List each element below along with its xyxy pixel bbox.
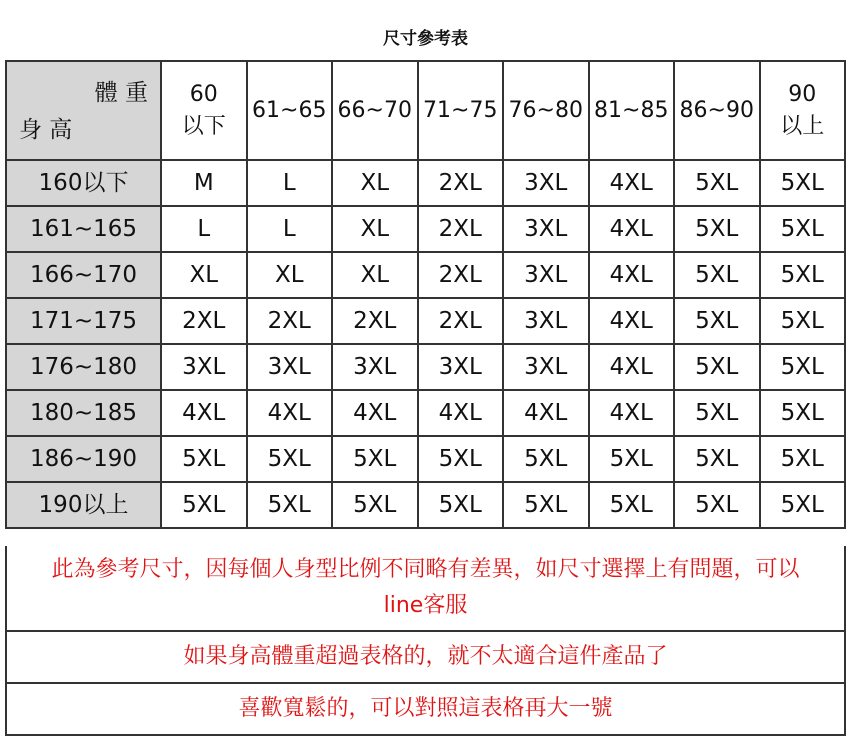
header-row [6,61,845,160]
weight-range-line2: 以上 [780,113,825,139]
size-cell: 5XL [247,482,333,528]
header-corner-cell [6,61,161,160]
size-cell: 4XL [589,206,675,252]
size-cell: 5XL [589,436,675,482]
height-row-header: 190以上 [6,482,161,528]
size-cell: L [161,206,247,252]
weight-column-header [674,61,760,160]
size-cell: 3XL [332,344,418,390]
size-chart-table [5,60,846,529]
height-axis-label: 身 高 [19,117,73,143]
size-cell: 3XL [503,252,589,298]
height-row-header: 186~190 [6,436,161,482]
size-cell: 5XL [161,482,247,528]
size-cell: XL [332,252,418,298]
page-title: 尺寸參考表 [383,29,468,49]
weight-column-header [589,61,675,160]
size-chart-body [6,160,845,528]
weight-range-line1: 86~90 [679,97,754,123]
weight-range-line1: 76~80 [508,97,583,123]
table-row [6,436,845,482]
weight-range-line2: 以下 [181,113,226,139]
size-cell: 2XL [418,298,504,344]
size-cell: 5XL [760,252,846,298]
size-cell: 4XL [589,298,675,344]
table-row [6,344,845,390]
weight-range-line1: 71~75 [423,97,498,123]
table-row [6,160,845,206]
size-cell: XL [332,206,418,252]
size-cell: 4XL [332,390,418,436]
weight-range-line1: 66~70 [337,97,412,123]
size-cell: 4XL [418,390,504,436]
size-cell: 4XL [503,390,589,436]
size-cell: 5XL [760,436,846,482]
size-cell: 4XL [589,160,675,206]
weight-range-line1: 60 [189,81,218,107]
size-cell: 5XL [332,436,418,482]
note-out-of-range: 如果身高體重超過表格的，就不太適合這件產品了 [5,632,846,684]
size-cell: 5XL [674,482,760,528]
size-cell: 5XL [760,206,846,252]
size-cell: M [161,160,247,206]
size-cell: 5XL [503,436,589,482]
note-reference-disclaimer: 此為參考尺寸，因每個人身型比例不同略有差異，如尺寸選擇上有問題，可以line客服 [5,546,846,632]
size-cell: 5XL [418,482,504,528]
size-cell: XL [161,252,247,298]
size-cell: 5XL [418,436,504,482]
weight-column-header [760,61,846,160]
size-cell: 2XL [418,252,504,298]
size-cell: 5XL [674,252,760,298]
size-cell: 2XL [332,298,418,344]
weight-axis-label: 體 重 [94,80,148,106]
size-cell: XL [247,252,333,298]
size-cell: 3XL [418,344,504,390]
size-cell: 2XL [247,298,333,344]
weight-column-header [161,61,247,160]
weight-column-header [503,61,589,160]
table-row [6,298,845,344]
height-row-header: 161~165 [6,206,161,252]
weight-range-line1: 90 [788,81,817,107]
size-cell: 5XL [674,206,760,252]
table-row [6,252,845,298]
size-cell: 3XL [503,344,589,390]
weight-range-line1: 81~85 [594,97,669,123]
size-cell: XL [332,160,418,206]
size-cell: 5XL [760,160,846,206]
size-cell: 5XL [760,344,846,390]
size-cell: 5XL [674,344,760,390]
size-cell: 3XL [503,298,589,344]
size-cell: 4XL [247,390,333,436]
size-cell: 2XL [418,160,504,206]
size-cell: 5XL [161,436,247,482]
size-cell: L [247,206,333,252]
size-cell: 5XL [674,298,760,344]
size-cell: 5XL [760,482,846,528]
weight-column-header [418,61,504,160]
height-row-header: 160以下 [6,160,161,206]
height-row-header: 180~185 [6,390,161,436]
size-cell: 4XL [589,390,675,436]
size-cell: 5XL [760,298,846,344]
size-cell: 2XL [161,298,247,344]
size-cell: 3XL [247,344,333,390]
size-cell: 3XL [161,344,247,390]
size-cell: 3XL [503,206,589,252]
size-cell: 5XL [589,482,675,528]
weight-column-header [247,61,333,160]
size-cell: 4XL [589,252,675,298]
height-row-header: 171~175 [6,298,161,344]
size-cell: 5XL [674,390,760,436]
size-cell: 5XL [674,160,760,206]
table-row [6,482,845,528]
size-cell: 5XL [503,482,589,528]
height-row-header: 166~170 [6,252,161,298]
weight-range-line1: 61~65 [252,97,327,123]
table-row [6,390,845,436]
note-loose-fit-tip: 喜歡寬鬆的，可以對照這表格再大一號 [5,684,846,736]
size-cell: 5XL [760,390,846,436]
size-cell: 5XL [674,436,760,482]
size-cell: 5XL [332,482,418,528]
size-cell: 5XL [247,436,333,482]
table-row [6,206,845,252]
size-cell: 4XL [589,344,675,390]
size-cell: 2XL [418,206,504,252]
size-cell: 4XL [161,390,247,436]
height-row-header: 176~180 [6,344,161,390]
weight-column-header [332,61,418,160]
size-cell: L [247,160,333,206]
size-cell: 3XL [503,160,589,206]
